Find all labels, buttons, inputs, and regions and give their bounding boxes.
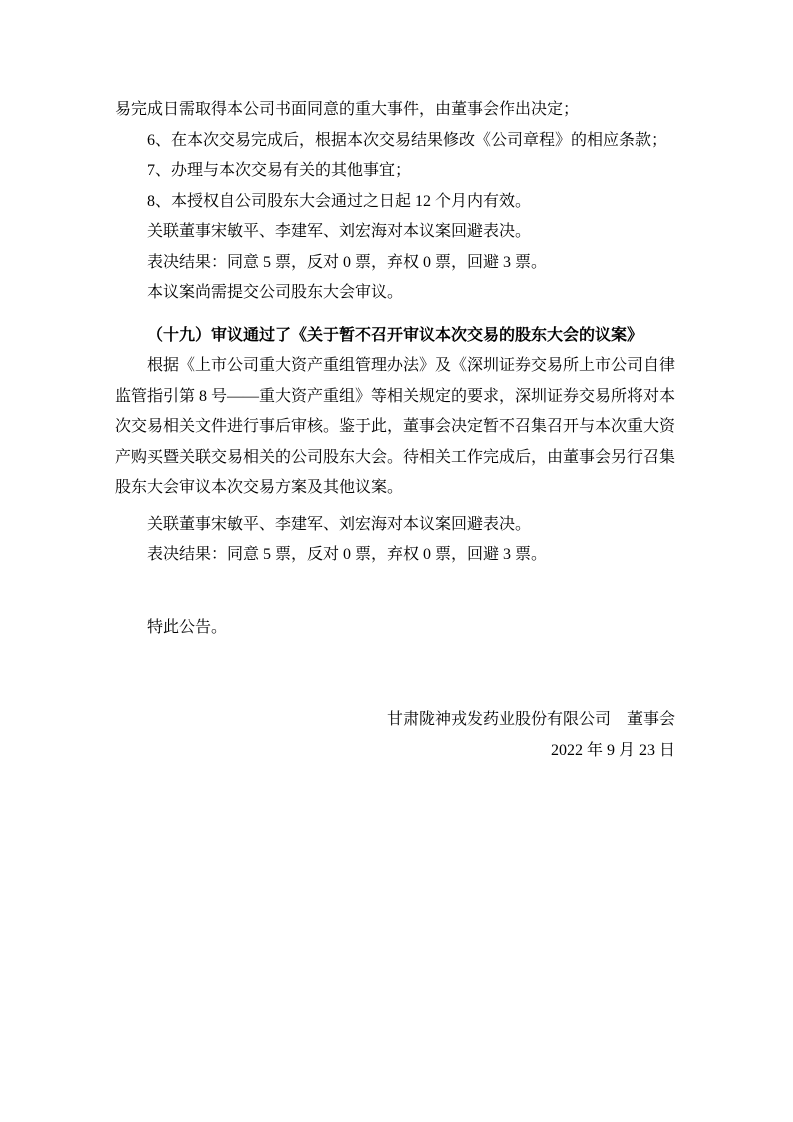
list-item-8: 8、本授权自公司股东大会通过之日起 12 个月内有效。 [147, 192, 532, 210]
signature-date: 2022 年 9 月 23 日 [550, 741, 675, 759]
list-item-6: 6、在本次交易完成后，根据本次交易结果修改《公司章程》的相应条款； [147, 131, 668, 149]
vote-result-2: 表决结果：同意 5 票，反对 0 票，弃权 0 票，回避 3 票。 [147, 546, 548, 563]
vote-result-1: 表决结果：同意 5 票，反对 0 票，弃权 0 票，回避 3 票。 [147, 253, 548, 271]
submit-to-shareholders-statement: 本议案尚需提交公司股东大会审议。 [147, 284, 404, 301]
signature-company: 甘肃陇神戎发药业股份有限公司 董事会 [386, 711, 675, 728]
list-item-7: 7、办理与本次交易有关的其他事宜； [147, 162, 412, 179]
section-heading-19: （十九）审议通过了《关于暂不召开审议本次交易的股东大会的议案》 [147, 326, 644, 344]
paragraph-continuation: 易完成日需取得本公司书面同意的重大事件，由董事会作出决定； [115, 101, 580, 118]
closing-statement: 特此公告。 [147, 618, 228, 636]
section-19-body: 根据《上市公司重大资产重组管理办法》及《深圳证券交易所上市公司自律监管指引第 8 号——重大资产重组》等相关规定的要求，深圳证券交易所将对本次交易相关文件进行事后审核。鉴于此，董事会决定暂不召集召开与本次重大资产购买暨关联交易相关的公司股东大会。待相关工作完成后，由董事会另行召集股东大会审议本次交易方案及其他议案。 [115, 357, 676, 496]
recusal-statement-1: 关联董事宋敏平、李建军、刘宏海对本议案回避表决。 [147, 223, 532, 240]
recusal-statement-2: 关联董事宋敏平、李建军、刘宏海对本议案回避表决。 [147, 515, 532, 533]
